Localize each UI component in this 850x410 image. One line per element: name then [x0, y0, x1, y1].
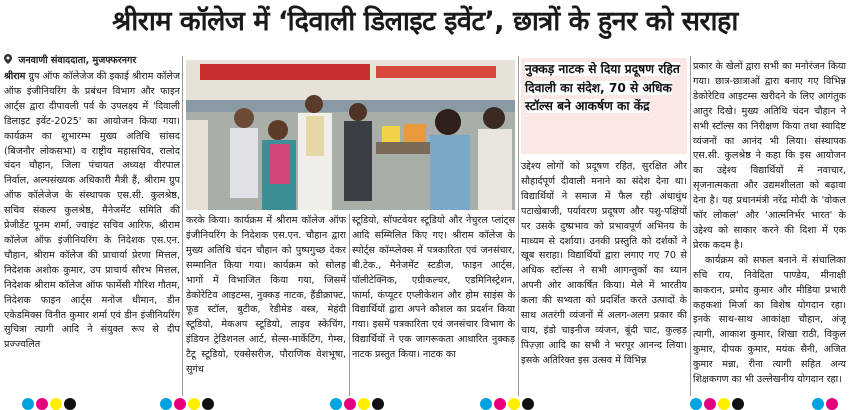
column-2-text: करके किया। कार्यक्रम में श्रीराम कॉलेज ऑफ इंजीनियरिंग के निदेशक एस.एन. चौहान द्वारा मुख्य अतिथि चंदन चौहान को पुष्पगुच्छ देकर सम्मानित किया गया। कार्यक्रम को सोलह भागों में विभाजित किया गया, जिसमें डेकोरेटिव आइटम्स, नुक्कड़ नाटक, हैंडीक्राफ्ट, फूड स्टॉल, बुटीक, रेडीमेड वस्त्र, मेहंदी स्टूडियो, मेकअप स्टूडियो, लाइव स्केचिंग, इंडियन ट्रेडिशनल आर्ट, सेल्स-मार्केटिंग, गेम्स, टैटू स्टूडियो, एक्सेसरीज, पौराणिक वेशभूषा, सुगंध — [186, 215, 346, 376]
column-divider — [349, 214, 350, 396]
registration-dot — [372, 398, 384, 410]
subhead — [525, 60, 683, 116]
registration-dot — [718, 398, 730, 410]
registration-dot — [826, 398, 838, 410]
registration-dot — [36, 398, 48, 410]
column-5-text: प्रकार के खेलों द्वारा सभी का मनोरंजन किया गया। छात्र-छात्राओं द्वारा बनाए गए विभिन्न डेकोरेटिव आइटम्स खरीदने के लिए आगंतुक आतुर दिखे। मुख्य अतिथि चंदन चौहान ने सभी स्टॉल्स का निरीक्षण किया तथा स्वादिष्ट व्यंजनों का आनंद भी लिया। संस्थापक एस.सी. कुलश्रेष्ठ ने कहा कि इस आयोजन का उद्देश्य विद्यार्थियों में नवाचार, सृजनात्मकता और उद्यमशीलता को बढ़ावा देना है। यह प्रधानमंत्री नरेंद्र मोदी के 'वोकल फॉर लोकल' और 'आत्मनिर्भर भारत' के उद्देश्य को साकार करने की दिशा में एक प्रेरक कदम है। — [693, 61, 846, 251]
registration-dot — [690, 398, 702, 410]
registration-dot — [202, 398, 214, 410]
column-3-text: स्टूडियो, सॉफ्टवेयर स्टूडियो और नेचुरल प्लांट्स आदि सम्मिलित किए गए। श्रीराम कॉलेज के स्पोर्ट्स कॉम्प्लेक्स में पत्रकारिता एवं जनसंचार, बी.टेक., मैनेजमेंट स्टडीज, फाइन आर्ट्स, पॉलीटेक्निक, एग्रीकल्चर, एडमिनिस्ट्रेशन, फार्मा, कंप्यूटर एप्लीकेशन और होम साइंस के विद्यार्थियों द्वारा अपने कौशल का प्रदर्शन किया गया। इसमें पत्रकारिता एवं जनसंचार विभाग के विद्यार्थियों ने एक जागरूकता आधारित नुक्कड़ नाटक प्रस्तुत किया। नाटक का — [352, 215, 515, 361]
registration-dot — [358, 398, 370, 410]
lead-word: श्रीराम — [4, 71, 26, 82]
registration-dot — [732, 398, 744, 410]
column-divider — [690, 56, 691, 396]
registration-dot — [160, 398, 172, 410]
article-paragraph-1 — [4, 70, 180, 353]
registration-dot — [64, 398, 76, 410]
registration-dot — [522, 398, 534, 410]
registration-dot — [22, 398, 34, 410]
registration-dot — [480, 398, 492, 410]
registration-dot — [330, 398, 342, 410]
registration-dot — [704, 398, 716, 410]
event-photo — [186, 60, 515, 210]
registration-dot — [174, 398, 186, 410]
location-pin-icon — [4, 55, 15, 66]
article-column-4 — [521, 160, 687, 396]
article-column-1 — [4, 70, 180, 396]
column-divider — [518, 56, 519, 396]
headline: श्रीराम कॉलेज में ‘दिवाली डिलाइट इवेंट’, छात्रों के हुनर को सराहा — [112, 6, 738, 37]
event-photo-illustration — [186, 60, 515, 210]
registration-dot — [494, 398, 506, 410]
byline-text: जनवाणी संवाददाता, मुजफ्फरनगर — [18, 55, 137, 66]
subhead-box — [521, 58, 687, 154]
registration-dot — [812, 398, 824, 410]
subhead-text: नुक्कड़ नाटक से दिया प्रदूषण रहित दिवाली का संदेश, 70 से अधिक स्टॉल्स बने आकर्षण का केंद्र — [525, 62, 680, 113]
column-divider — [182, 56, 183, 396]
article-column-2 — [186, 214, 346, 396]
column-4-text: उद्देश्य लोगों को प्रदूषण रहित, सुरक्षित और सौहार्दपूर्ण दीवाली मनाने का संदेश देना था। विद्यार्थियों ने समाज में फैल रही अंधाधुंध पटाखेबाजी, पर्यावरण प्रदूषण और पशु-पक्षियों पर उसके दुष्प्रभाव को प्रभावपूर्ण अभिनय के माध्यम से दर्शाया। उनकी प्रस्तुति को दर्शकों ने खूब सराहा। विद्यार्थियों द्वारा लगाए गए 70 से अधिक स्टॉल्स ने सभी आगन्तुकों का ध्यान अपनी ओर आकर्षित किया। मेले में भारतीय कला की सभ्यता को प्रदर्शित करते उत्पादों के साथ अतरंगी व्यंजनों में अलग-अलग प्रकार की चाय, इंडो चाइनीज व्यंजन, बूंदी चाट, कुल्हड़ पिज़्ज़ा आदि का सभी ने भरपूर आनन्द लिया। इसके अतिरिक्त इस उत्सव में विभिन्न — [521, 161, 687, 366]
column-5-text-2: कार्यक्रम को सफल बनाने में संचालिका रुचि राय, निवेदिता पाण्डेय, मीनाक्षी काकरान, प्रमोद कुमार और मीडिया प्रभारी कहकशां मिर्जा का विशेष योगदान रहा। इनके साथ-साथ आकांक्षा चौहान, अंजू त्यागी, आकाश कुमार, शिखा राठी, विकुल कुमार, दीपक कुमार, मयंक सैनी, अजित कुमार मन्ना, रीना त्यागी सहित अन्य शिक्षकगण का भी उल्लेखनीय योगदान रहा। — [693, 254, 846, 386]
registration-dot — [344, 398, 356, 410]
column-1-text: ग्रुप ऑफ कॉलेजेज की इकाई श्रीराम कॉलेज ऑफ इंजीनियरिंग के प्रबंधन विभाग और फाइन आर्ट्स द्वारा दीपावली पर्व के उपलक्ष्य में 'दिवाली डिलाइट इवेंट-2025' का आयोजन किया गया। कार्यक्रम का शुभारम्भ मुख्य अतिथि सांसद (बिजनौर लोकसभा) व राष्ट्रीय महासचिव, रालोद चंदन चौहान, जिला पंचायत अध्यक्ष वीरपाल निर्वाल, अल्पसंख्यक अधिकारी मैत्री हैं, श्रीराम ग्रुप ऑफ कॉलेजेज के संस्थापक एस.सी. कुलश्रेष्ठ, सचिव संकल्प कुलश्रेष्ठ, मैनेजमेंट समिति की प्रेजीडेंट पूनम शर्मा, ज्वाइंट सचिव आरिफ, श्रीराम कॉलेज ऑफ इंजीनियरिंग के निदेशक एस.एन. चौहान, श्रीराम कॉलेज की प्राचार्या प्रेरणा मित्तल, निदेशक अशोक कुमार, उप प्राचार्य सौरभ मित्तल, निदेशक श्रीराम कॉलेज ऑफ फार्मेसी गौरिश गौतम, निदेशक फाइन आर्ट्स मनोज धीमान, डीन एकेडमिक्स विनीत कुमार शर्मा एवं डीन इंजीनियरिंग सुचित्रा त्यागी आदि ने संयुक्त रूप से दीप प्रज्ज्वलित — [4, 71, 180, 351]
registration-dot — [50, 398, 62, 410]
registration-dot — [188, 398, 200, 410]
article-column-5 — [693, 60, 846, 396]
article-column-3 — [352, 214, 515, 396]
registration-dot — [508, 398, 520, 410]
byline — [4, 54, 184, 68]
